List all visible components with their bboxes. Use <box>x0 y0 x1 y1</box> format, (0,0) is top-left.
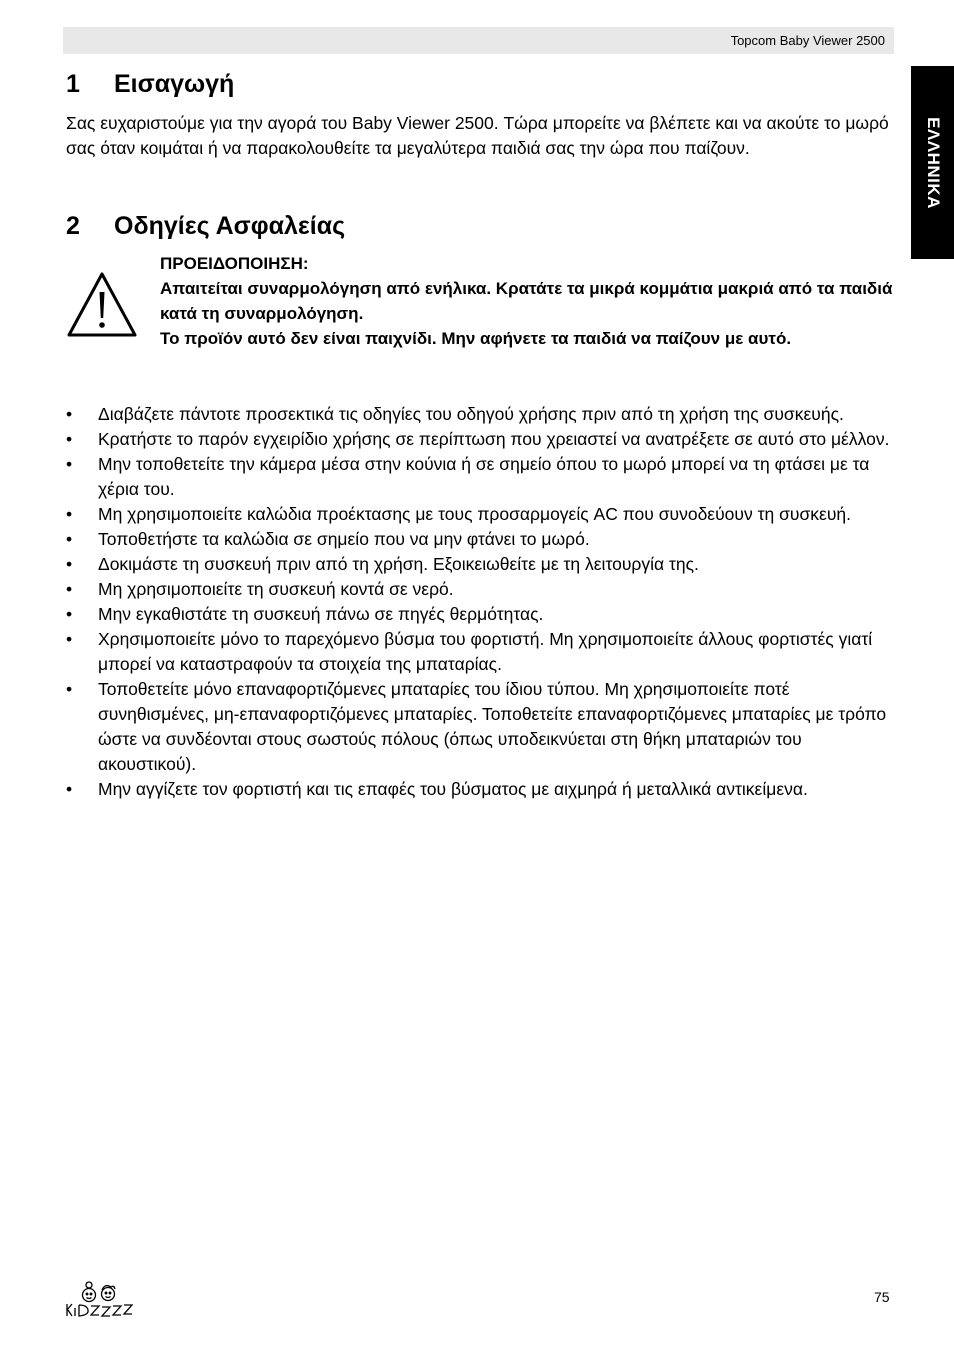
list-item <box>66 602 896 627</box>
list-item <box>66 502 896 527</box>
intro-paragraph: Σας ευχαριστούμε για την αγορά του Baby Viewer 2500. Τώρα μπορείτε να βλέπετε και να ακούτε το μωρό σας όταν κοιμάται ή να παρακολουθείτε τα μεγαλύτερα παιδιά σας την ώρα που παίζουν. <box>66 113 889 158</box>
section-2-heading <box>66 212 345 241</box>
list-item-text: Τοποθετείτε μόνο επαναφορτιζόμενες μπαταρίες του ίδιου τύπου. Μη χρησιμοποιείτε ποτέ συνηθισμένες, μη-επαναφορτιζόμενες μπαταρίες. Τοποθετείτε επαναφορτιζόμενες μπαταρίες με τρόπο ώστε να συνδέονται στους σωστούς πόλους (όπως υποδεικνύεται στη θήκη μπαταριών του ακουστικού). <box>98 679 887 774</box>
list-item <box>66 427 896 452</box>
list-item-text: Τοποθετήστε τα καλώδια σε σημείο που να μην φτάνει το μωρό. <box>98 529 590 549</box>
warning-block <box>160 251 895 351</box>
bullet-symbol: • <box>66 404 73 424</box>
section-2-number: 2 <box>66 212 80 240</box>
language-label: ΕΛΛΗΝΙΚΑ <box>923 116 943 209</box>
bullet-symbol: • <box>66 604 73 624</box>
list-item-text: Μη χρησιμοποιείτε τη συσκευή κοντά σε νερό. <box>98 579 454 599</box>
page-number: 75 <box>874 1289 890 1305</box>
warning-heading: ΠΡΟΕΙΔΟΠΟΙΗΣΗ: <box>160 254 309 273</box>
list-item <box>66 452 896 502</box>
list-item-text: Διαβάζετε πάντοτε προσεκτικά τις οδηγίες του οδηγού χρήσης πριν από τη χρήση της συσκευής. <box>98 404 844 424</box>
list-item-text: Κρατήστε το παρόν εγχειρίδιο χρήσης σε περίπτωση που χρειαστεί να ανατρέξετε σε αυτό στο μέλλον. <box>98 429 890 449</box>
bullet-symbol: • <box>66 579 73 599</box>
list-item <box>66 577 896 602</box>
list-item-text: Μη χρησιμοποιείτε καλώδια προέκτασης με τους προσαρμογείς AC που συνοδεύουν τη συσκευή. <box>98 504 851 524</box>
warning-text-2: Το προϊόν αυτό δεν είναι παιχνίδι. Μην αφήνετε τα παιδιά να παίζουν με αυτό. <box>160 329 792 348</box>
warning-text-1: Απαιτείται συναρμολόγηση από ενήλικα. Κρατάτε τα μικρά κομμάτια μακριά από τα παιδιά κατά τη συναρμολόγηση. <box>160 279 893 323</box>
language-side-tab <box>911 66 954 259</box>
list-item <box>66 402 896 427</box>
bullet-symbol: • <box>66 629 73 649</box>
section-1-number: 1 <box>66 70 80 98</box>
bullet-symbol: • <box>66 454 73 474</box>
bullet-symbol: • <box>66 504 73 524</box>
section-1-heading <box>66 70 234 99</box>
bullet-symbol: • <box>66 779 73 799</box>
list-item-text: Μην εγκαθιστάτε τη συσκευή πάνω σε πηγές θερμότητας. <box>98 604 544 624</box>
safety-instructions-list <box>66 402 896 802</box>
list-item-text: Μην τοποθετείτε την κάμερα μέσα στην κούνια ή σε σημείο όπου το μωρό μπορεί να τη φτάσει με τα χέρια του. <box>98 454 870 499</box>
list-item-text: Μην αγγίζετε τον φορτιστή και τις επαφές του βύσματος με αιχμηρά ή μεταλλικά αντικείμενα. <box>98 779 808 799</box>
warning-triangle-icon <box>66 270 138 338</box>
running-header <box>63 27 894 54</box>
list-item-text: Χρησιμοποιείτε μόνο το παρεχόμενο βύσμα του φορτιστή. Μη χρησιμοποιείτε άλλους φορτιστές γιατί μπορεί να καταστραφούν τα στοιχεία της μπαταρίας. <box>98 629 873 674</box>
section-2-title: Οδηγίες Ασφαλείας <box>114 212 346 240</box>
bullet-symbol: • <box>66 679 73 699</box>
kidzzz-logo <box>63 1278 135 1320</box>
bullet-symbol: • <box>66 529 73 549</box>
header-title: Topcom Baby Viewer 2500 <box>730 33 885 48</box>
list-item-text: Δοκιμάστε τη συσκευή πριν από τη χρήση. Εξοικειωθείτε με τη λειτουργία της. <box>98 554 699 574</box>
list-item <box>66 677 896 777</box>
list-item <box>66 627 896 677</box>
list-item <box>66 527 896 552</box>
section-1-title: Εισαγωγή <box>114 70 235 98</box>
bullet-symbol: • <box>66 429 73 449</box>
list-item <box>66 777 896 802</box>
list-item <box>66 552 896 577</box>
bullet-symbol: • <box>66 554 73 574</box>
